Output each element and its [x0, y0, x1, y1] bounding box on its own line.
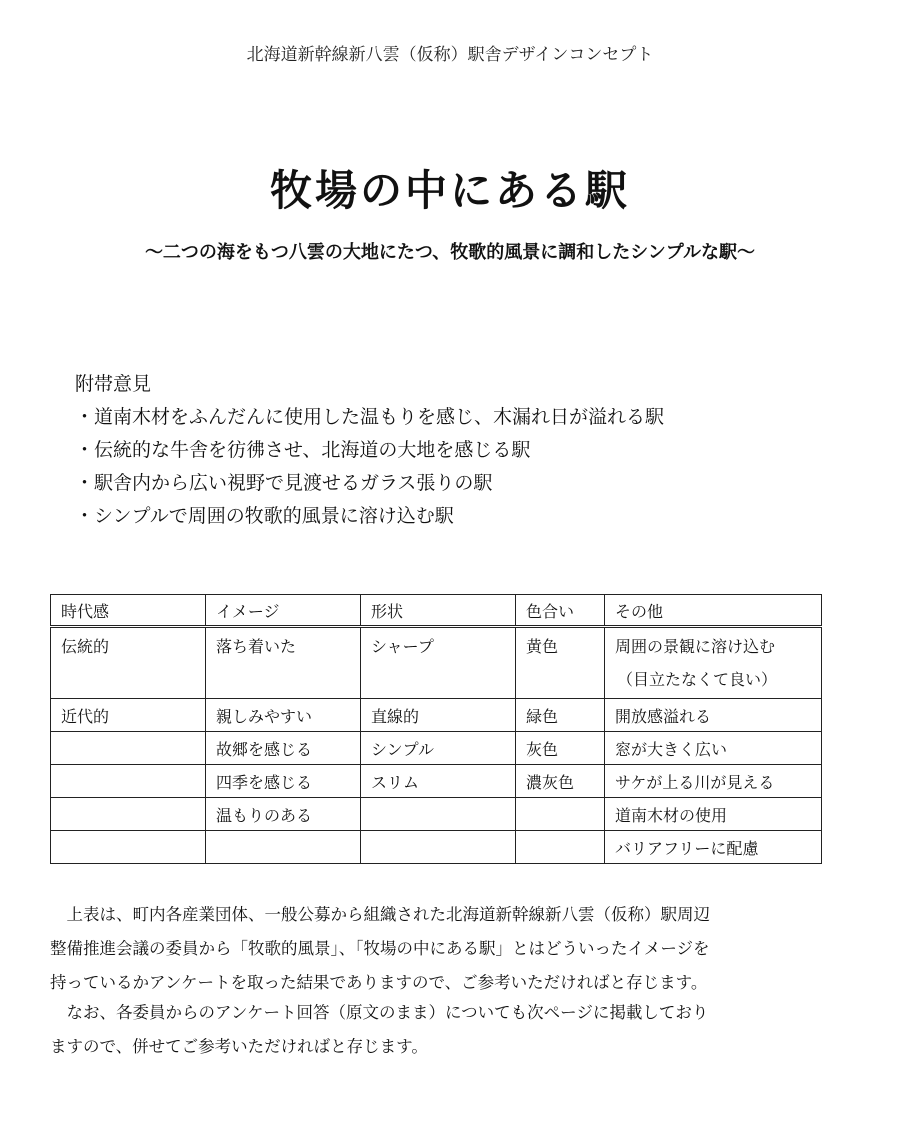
note-paragraph	[50, 996, 830, 1064]
paragraph-line: ますので、併せてご参考いただければと存じます。	[50, 1037, 428, 1056]
table-cell: 窓が大きく広い	[605, 732, 822, 765]
column-header-shape: 形状	[361, 595, 516, 627]
opinions-heading: 附帯意見	[75, 373, 152, 395]
table-cell: シャープ	[361, 627, 516, 699]
table-cell: 濃灰色	[516, 765, 605, 798]
table-cell: 黄色	[516, 627, 605, 699]
page-subtitle: 〜二つの海をもつ八雲の大地にたつ、牧歌的風景に調和したシンプルな駅〜	[144, 242, 756, 263]
table-cell	[516, 831, 605, 864]
table-cell: 近代的	[51, 699, 206, 732]
table-cell	[361, 831, 516, 864]
paragraph-line: 上表は、町内各産業団体、一般公募から組織された北海道新幹線新八雲（仮称）駅周辺	[50, 905, 710, 924]
table-row	[51, 765, 822, 798]
paragraph-line: 整備推進会議の委員から「牧歌的風景」、「牧場の中にある駅」とはどういったイメージを	[50, 939, 710, 958]
table-cell: 灰色	[516, 732, 605, 765]
explanation-paragraph	[50, 898, 830, 1000]
table-cell	[516, 798, 605, 831]
table-cell: 伝統的	[51, 627, 206, 699]
table-cell: サケが上る川が見える	[605, 765, 822, 798]
document-header: 北海道新幹線新八雲（仮称）駅舎デザインコンセプト	[246, 45, 654, 65]
cell-line: （目立たなくて良い）	[617, 670, 778, 689]
table-row	[51, 699, 822, 732]
table-cell	[51, 732, 206, 765]
table-row	[51, 732, 822, 765]
list-item: ・道南木材をふんだんに使用した温もりを感じ、木漏れ日が溢れる駅	[75, 406, 665, 428]
list-item: ・シンプルで周囲の牧歌的風景に溶け込む駅	[75, 505, 454, 527]
table-cell: 温もりのある	[206, 798, 361, 831]
table-cell: シンプル	[361, 732, 516, 765]
table-cell: 故郷を感じる	[206, 732, 361, 765]
list-item: ・駅舎内から広い視野で見渡せるガラス張りの駅	[75, 472, 493, 494]
table-cell: 親しみやすい	[206, 699, 361, 732]
paragraph-line: 持っているかアンケートを取った結果でありますので、ご参考いただければと存じます。	[50, 973, 708, 992]
table-cell-multiline	[605, 627, 822, 699]
supplementary-opinions	[75, 368, 855, 533]
paragraph-line: なお、各委員からのアンケート回答（原文のまま）についても次ページに掲載しており	[50, 1003, 709, 1022]
table-row	[51, 627, 822, 699]
survey-table	[50, 594, 822, 864]
table-cell: 緑色	[516, 699, 605, 732]
table-cell: バリアフリーに配慮	[605, 831, 822, 864]
table-cell: 開放感溢れる	[605, 699, 822, 732]
table-cell: 道南木材の使用	[605, 798, 822, 831]
opinions-list	[75, 401, 855, 533]
table-cell: 落ち着いた	[206, 627, 361, 699]
table-header-row	[51, 595, 822, 627]
list-item: ・伝統的な牛舎を彷彿させ、北海道の大地を感じる駅	[75, 439, 531, 461]
table-cell	[51, 831, 206, 864]
table-cell	[361, 798, 516, 831]
column-header-image: イメージ	[206, 595, 361, 627]
column-header-color: 色合い	[516, 595, 605, 627]
page-title: 牧場の中にある駅	[269, 166, 630, 215]
column-header-other: その他	[605, 595, 822, 627]
table-cell: 直線的	[361, 699, 516, 732]
table-row	[51, 831, 822, 864]
table-cell: スリム	[361, 765, 516, 798]
cell-line: 周囲の景観に溶け込む	[615, 637, 776, 656]
table-cell	[51, 765, 206, 798]
table-cell	[51, 798, 206, 831]
table-cell: 四季を感じる	[206, 765, 361, 798]
table-row	[51, 798, 822, 831]
column-header-era: 時代感	[51, 595, 206, 627]
table-cell	[206, 831, 361, 864]
